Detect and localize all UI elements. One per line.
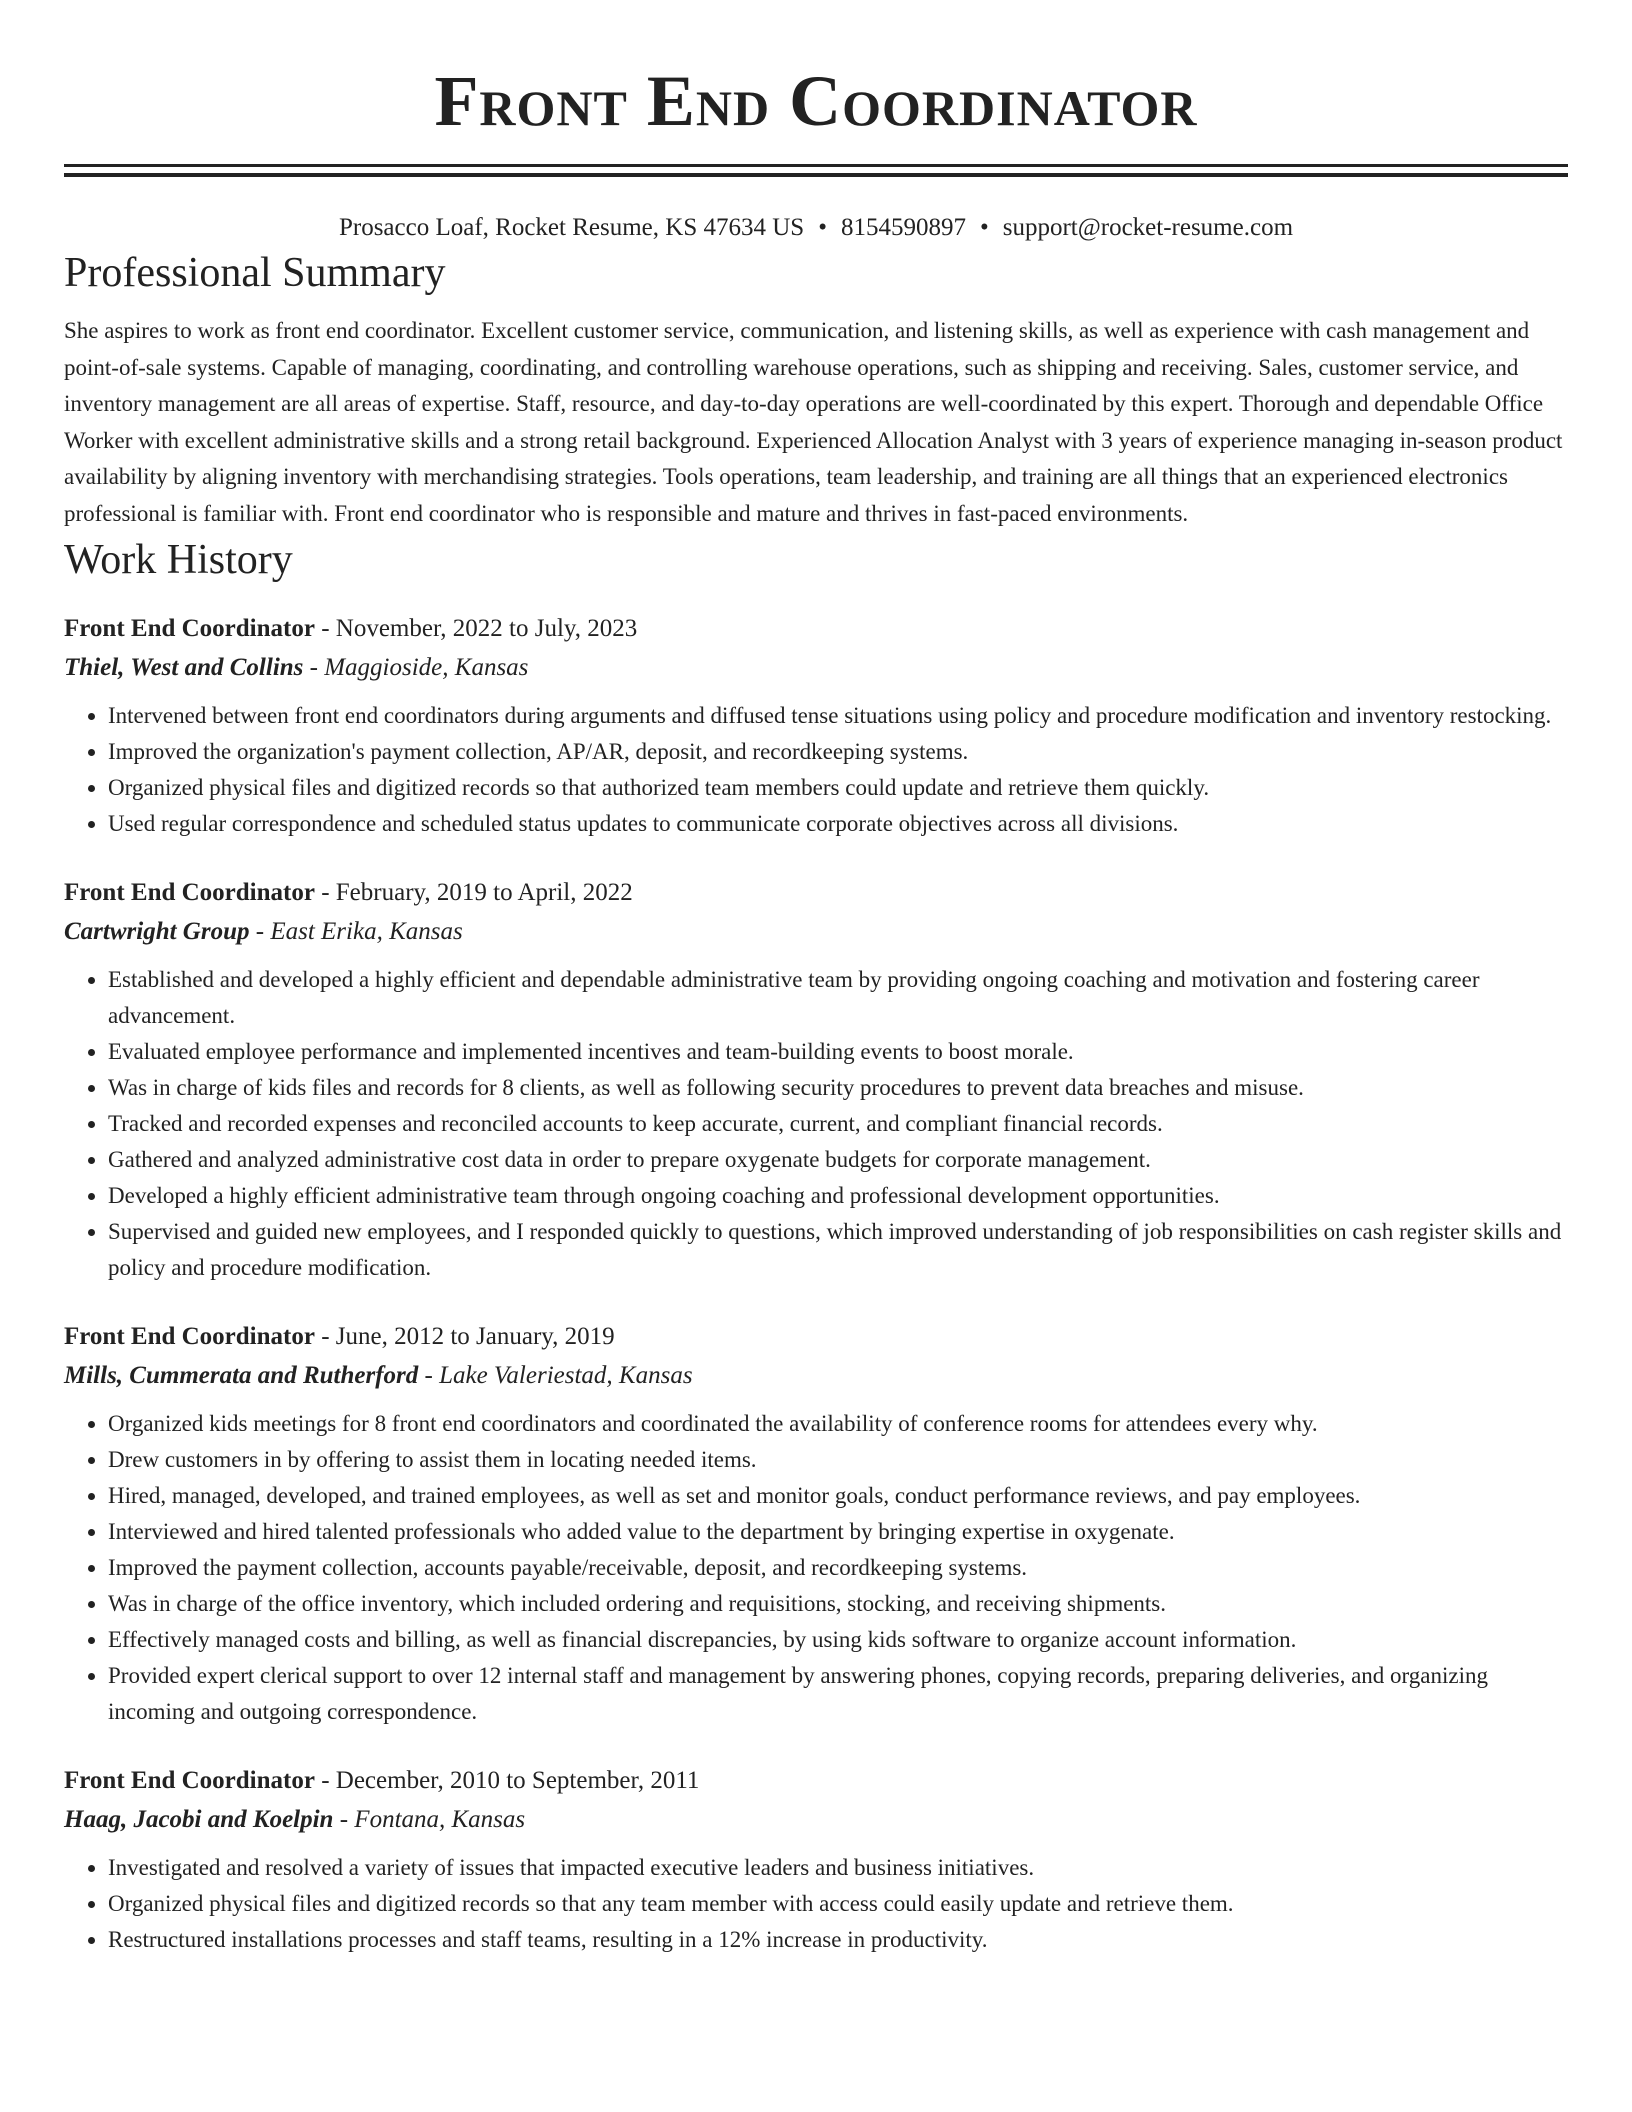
job-bullets xyxy=(64,698,1568,842)
job-title-line xyxy=(64,610,1568,648)
contact-email: support@rocket-resume.com xyxy=(1002,214,1294,241)
job-role: Front End Coordinator xyxy=(64,1323,315,1350)
job-bullet: • Developed a highly efficient administrative team through ongoing coaching and professional development opportunities. xyxy=(108,1178,1568,1214)
job-bullets xyxy=(64,962,1568,1286)
job-entry xyxy=(64,1762,1568,1958)
job-bullet: • Drew customers in by offering to assist them in locating needed items. xyxy=(108,1442,1568,1478)
job-entry xyxy=(64,1318,1568,1730)
job-bullet: • Investigated and resolved a variety of issues that impacted executive leaders and business initiatives. xyxy=(108,1850,1568,1886)
job-company-line xyxy=(64,1800,1568,1840)
job-title-line xyxy=(64,1318,1568,1356)
job-bullets xyxy=(64,1406,1568,1730)
job-role: Front End Coordinator xyxy=(64,1767,315,1794)
job-bullets xyxy=(64,1850,1568,1958)
job-location: - East Erika, Kansas xyxy=(249,918,463,945)
job-dates: - June, 2012 to January, 2019 xyxy=(314,1323,615,1350)
job-dates: - February, 2019 to April, 2022 xyxy=(314,879,633,906)
job-bullet: • Used regular correspondence and scheduled status updates to communicate corporate objectives across all divisions. xyxy=(108,806,1568,842)
resume-title: Front End Coordinator xyxy=(434,61,1198,141)
contact-line xyxy=(64,211,1568,245)
job-company: Thiel, West and Collins xyxy=(64,654,304,681)
job-bullet: • Tracked and recorded expenses and reconciled accounts to keep accurate, current, and compliant financial records. xyxy=(108,1106,1568,1142)
job-company-line xyxy=(64,912,1568,952)
job-bullet: • Improved the organization's payment collection, AP/AR, deposit, and recordkeeping systems. xyxy=(108,734,1568,770)
job-bullet: • Hired, managed, developed, and trained employees, as well as set and monitor goals, conduct performance reviews, and pay employees. xyxy=(108,1478,1568,1514)
title-rule-bottom xyxy=(64,173,1568,177)
job-company-line xyxy=(64,1356,1568,1396)
job-bullet: • Evaluated employee performance and implemented incentives and team-building events to boost morale. xyxy=(108,1034,1568,1070)
contact-phone: 8154590897 xyxy=(840,214,966,241)
job-bullet: • Supervised and guided new employees, and I responded quickly to questions, which improved understanding of job responsibilities on cash register skills and policy and procedure modification. xyxy=(108,1214,1568,1286)
job-bullet: • Restructured installations processes and staff teams, resulting in a 12% increase in productivity. xyxy=(108,1922,1568,1958)
job-title-line xyxy=(64,874,1568,912)
job-dates: - November, 2022 to July, 2023 xyxy=(314,615,638,642)
job-entry xyxy=(64,874,1568,1286)
job-company: Cartwright Group xyxy=(64,918,250,945)
job-dates: - December, 2010 to September, 2011 xyxy=(314,1767,700,1794)
summary-heading: Professional Summary xyxy=(64,250,446,296)
job-bullet: • Established and developed a highly efficient and dependable administrative team by providing ongoing coaching and motivation and fostering career advancement. xyxy=(108,962,1568,1034)
job-location: - Lake Valeriestad, Kansas xyxy=(418,1362,693,1389)
job-role: Front End Coordinator xyxy=(64,879,315,906)
job-company-line xyxy=(64,648,1568,688)
contact-separator: • xyxy=(979,214,989,241)
job-bullet: • Effectively managed costs and billing, as well as financial discrepancies, by using kids software to organize account information. xyxy=(108,1622,1568,1658)
job-bullet: • Organized physical files and digitized records so that authorized team members could update and retrieve them quickly. xyxy=(108,770,1568,806)
title-rule-top xyxy=(64,164,1568,167)
job-company: Haag, Jacobi and Koelpin xyxy=(64,1806,334,1833)
job-list xyxy=(64,610,1568,1958)
job-bullet: • Organized kids meetings for 8 front end coordinators and coordinated the availability of conference rooms for attendees every why. xyxy=(108,1406,1568,1442)
job-bullet: • Was in charge of the office inventory, which included ordering and requisitions, stocking, and receiving shipments. xyxy=(108,1586,1568,1622)
contact-separator: • xyxy=(818,214,827,241)
job-bullet: • Was in charge of kids files and records for 8 clients, as well as following security procedures to prevent data breaches and misuse. xyxy=(108,1070,1568,1106)
job-location: - Fontana, Kansas xyxy=(333,1806,526,1833)
job-bullet: • Intervened between front end coordinators during arguments and diffused tense situations using policy and procedure modification and inventory restocking. xyxy=(108,698,1568,734)
job-role: Front End Coordinator xyxy=(64,615,315,642)
job-bullet: • Gathered and analyzed administrative cost data in order to prepare oxygenate budgets for corporate management. xyxy=(108,1142,1568,1178)
job-bullet: • Organized physical files and digitized records so that any team member with access could easily update and retrieve them. xyxy=(108,1886,1568,1922)
job-entry xyxy=(64,610,1568,842)
job-bullet: • Provided expert clerical support to over 12 internal staff and management by answering phones, copying records, preparing deliveries, and organizing incoming and outgoing correspondence. xyxy=(108,1658,1568,1730)
job-company: Mills, Cummerata and Rutherford xyxy=(64,1362,419,1389)
job-title-line xyxy=(64,1762,1568,1800)
contact-address: Prosacco Loaf, Rocket Resume, KS 47634 US xyxy=(338,214,805,241)
work-history-heading: Work History xyxy=(64,537,293,583)
job-location: - Maggioside, Kansas xyxy=(303,654,529,681)
job-bullet: • Interviewed and hired talented professionals who added value to the department by bringing expertise in oxygenate. xyxy=(108,1514,1568,1550)
summary-text: She aspires to work as front end coordinator. Excellent customer service, communication, and listening skills, as well as experience with cash management and point-of-sale systems. Capable of managing, coordinating, and controlling warehouse operations, such as shipping and receiving. Sales, customer service, and inventory management are all areas of expertise. Staff, resource, and day-to-day operations are well-coordinated by this expert. Thorough and dependable Office Worker with excellent administrative skills and a strong retail background. Experienced Allocation Analyst with 3 years of experience managing in-season product availability by aligning inventory with merchandising strategies. Tools operations, team leadership, and training are all things that an experienced electronics professional is familiar with. Front end coordinator who is responsible and mature and thrives in fast-paced environments. xyxy=(64,318,1563,526)
job-bullet: • Improved the payment collection, accounts payable/receivable, deposit, and recordkeeping systems. xyxy=(108,1550,1568,1586)
